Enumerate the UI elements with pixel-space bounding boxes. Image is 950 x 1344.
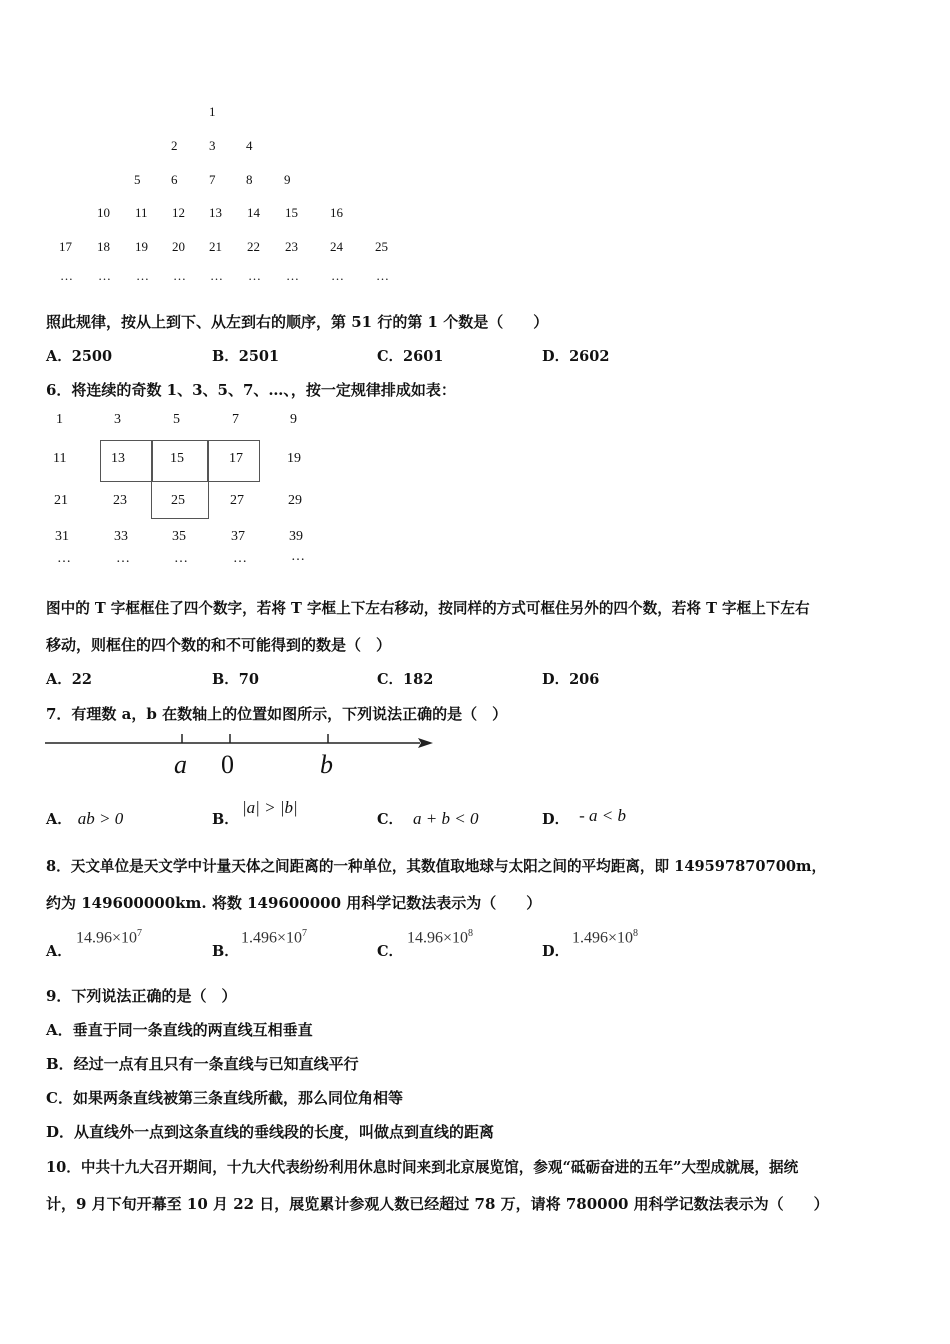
- q6-paragraph-line2: 移动，则框住的四个数的和不可能得到的数是（ ）: [46, 636, 392, 654]
- table-ellipsis: …: [233, 551, 247, 566]
- triangle-cell: 25: [375, 239, 388, 254]
- q9-option-a: A．垂直于同一条直线的两直线互相垂直: [46, 1021, 313, 1039]
- option-math: a + b < 0: [413, 809, 479, 828]
- q6-option-a: A．22: [46, 671, 92, 688]
- q8-option-c: C．: [377, 943, 404, 960]
- table-cell: 25: [171, 493, 185, 508]
- table-cell: 39: [289, 529, 303, 544]
- table-cell: 19: [287, 451, 301, 466]
- table-cell: 21: [54, 493, 68, 508]
- triangle-cell: 6: [171, 172, 178, 187]
- option-math: - a < b: [579, 806, 626, 825]
- option-letter: D．: [542, 811, 570, 828]
- triangle-cell: 10: [97, 205, 110, 220]
- table-cell: 33: [114, 529, 128, 544]
- triangle-cell: 12: [172, 205, 185, 220]
- triangle-cell: 3: [209, 138, 216, 153]
- q5-option-c: C．2601: [377, 348, 444, 365]
- q5-option-b: B．2501: [212, 348, 280, 365]
- q8-option-c-math: $14.96\times 10^8$: [407, 928, 474, 947]
- triangle-cell: 18: [97, 239, 110, 254]
- table-cell: 3: [114, 412, 121, 427]
- q5-option-d: D．2602: [542, 348, 610, 365]
- option-letter: B．: [212, 811, 239, 828]
- option-math: ab > 0: [77, 809, 124, 828]
- triangle-cell: 15: [285, 205, 298, 220]
- q9-option-c: C．如果两条直线被第三条直线所截，那么同位角相等: [46, 1089, 403, 1107]
- triangle-cell: 17: [59, 239, 72, 254]
- triangle-cell: 21: [209, 239, 222, 254]
- table-ellipsis: …: [291, 549, 305, 564]
- triangle-cell: 20: [172, 239, 185, 254]
- table-cell: 29: [288, 493, 302, 508]
- q8-line1: 8．天文单位是天文学中计量天体之间距离的一种单位，其数值取地球与太阳之间的平均距离，即 149597870700m，: [46, 858, 827, 875]
- axis-label-a: a: [174, 750, 187, 779]
- t-frame-divider: [151, 441, 153, 481]
- triangle-ellipsis: …: [173, 268, 186, 283]
- q9-option-b: B．经过一点有且只有一条直线与已知直线平行: [46, 1055, 359, 1073]
- table-ellipsis: …: [57, 551, 71, 566]
- table-ellipsis: …: [174, 551, 188, 566]
- q7-option-d: [542, 808, 626, 829]
- q6-stem: 6．将连续的奇数 1、3、5、7、…、，按一定规律排成如表：: [46, 381, 456, 399]
- triangle-cell: 5: [134, 172, 141, 187]
- q8-option-a-math: $14.96\times 10^7$: [76, 928, 143, 947]
- triangle-cell: 16: [330, 205, 343, 220]
- triangle-cell: 11: [135, 205, 148, 220]
- triangle-cell: 23: [285, 239, 298, 254]
- triangle-cell: 24: [330, 239, 343, 254]
- triangle-ellipsis: …: [376, 268, 389, 283]
- table-cell: 7: [232, 412, 239, 427]
- triangle-ellipsis: …: [331, 268, 344, 283]
- triangle-cell: 8: [246, 172, 253, 187]
- table-cell: 35: [172, 529, 186, 544]
- q8-option-b: B．: [212, 943, 239, 960]
- axis-label-b: b: [320, 750, 333, 779]
- q8-option-d-math: $1.496\times 10^8$: [572, 928, 639, 947]
- triangle-cell: 22: [247, 239, 260, 254]
- table-cell: 13: [111, 451, 125, 466]
- triangle-cell: 4: [246, 138, 253, 153]
- triangle-ellipsis: …: [210, 268, 223, 283]
- q5-question: 照此规律，按从上到下、从左到右的顺序，第 51 行的第 1 个数是（ ）: [46, 313, 549, 331]
- q8-option-d: D．: [542, 943, 570, 960]
- q7-option-b-math: |a| > |b|: [242, 798, 298, 817]
- option-letter: C．: [377, 811, 404, 828]
- q10-line2: 计，9 月下旬开幕至 10 月 22 日，展览累计参观人数已经超过 78 万，请将 780000 用科学记数法表示为（ ）: [46, 1195, 829, 1213]
- triangle-cell: 14: [247, 205, 260, 220]
- q8-option-a: A．: [46, 943, 72, 960]
- triangle-cell: 19: [135, 239, 148, 254]
- triangle-ellipsis: …: [248, 268, 261, 283]
- table-cell: 27: [230, 493, 244, 508]
- q10-line1: 10．中共十九大召开期间，十九大代表纷纷利用休息时间来到北京展览馆，参观“砥砺奋进的五年”大型成就展，据统: [46, 1159, 799, 1176]
- table-cell: 15: [170, 451, 184, 466]
- option-letter: A．: [46, 811, 72, 828]
- triangle-ellipsis: …: [136, 268, 149, 283]
- q7-option-a: [46, 808, 123, 829]
- triangle-ellipsis: …: [60, 268, 73, 283]
- table-cell: 37: [231, 529, 245, 544]
- table-cell: 23: [113, 493, 127, 508]
- table-cell: 31: [55, 529, 69, 544]
- axis-label-zero: 0: [221, 750, 234, 779]
- triangle-cell: 7: [209, 172, 216, 187]
- table-ellipsis: …: [116, 551, 130, 566]
- triangle-cell: 13: [209, 205, 222, 220]
- triangle-cell: 2: [171, 138, 178, 153]
- t-frame-divider: [207, 441, 209, 481]
- number-line: [40, 730, 440, 790]
- table-cell: 1: [56, 412, 63, 427]
- q5-option-a: A．2500: [46, 348, 113, 365]
- q6-paragraph-line1: 图中的 T 字框框住了四个数字，若将 T 字框上下左右移动，按同样的方式可框住另外的四个数，若将 T 字框上下左右: [46, 600, 810, 617]
- q9-option-d: D．从直线外一点到这条直线的垂线段的长度，叫做点到直线的距离: [46, 1123, 495, 1141]
- q6-option-c: C．182: [377, 671, 434, 688]
- triangle-cell: 9: [284, 172, 291, 187]
- q8-line2: 约为 149600000km. 将数 149600000 用科学记数法表示为（ ）: [46, 894, 542, 912]
- triangle-ellipsis: …: [286, 268, 299, 283]
- triangle-cell: 1: [209, 104, 216, 119]
- table-cell: 9: [290, 412, 297, 427]
- table-cell: 17: [229, 451, 243, 466]
- number-line-arrow: [418, 738, 433, 748]
- q8-option-b-math: $1.496\times 10^7$: [241, 928, 308, 947]
- q6-option-d: D．206: [542, 671, 600, 688]
- q7-option-c: [377, 808, 479, 829]
- q6-option-b: B．70: [212, 671, 259, 688]
- q7-stem: 7．有理数 a，b 在数轴上的位置如图所示，下列说法正确的是（ ）: [46, 705, 508, 723]
- table-cell: 5: [173, 412, 180, 427]
- q7-option-b: [212, 808, 239, 829]
- q9-stem: 9．下列说法正确的是（ ）: [46, 987, 237, 1005]
- triangle-ellipsis: …: [98, 268, 111, 283]
- table-cell: 11: [53, 451, 67, 466]
